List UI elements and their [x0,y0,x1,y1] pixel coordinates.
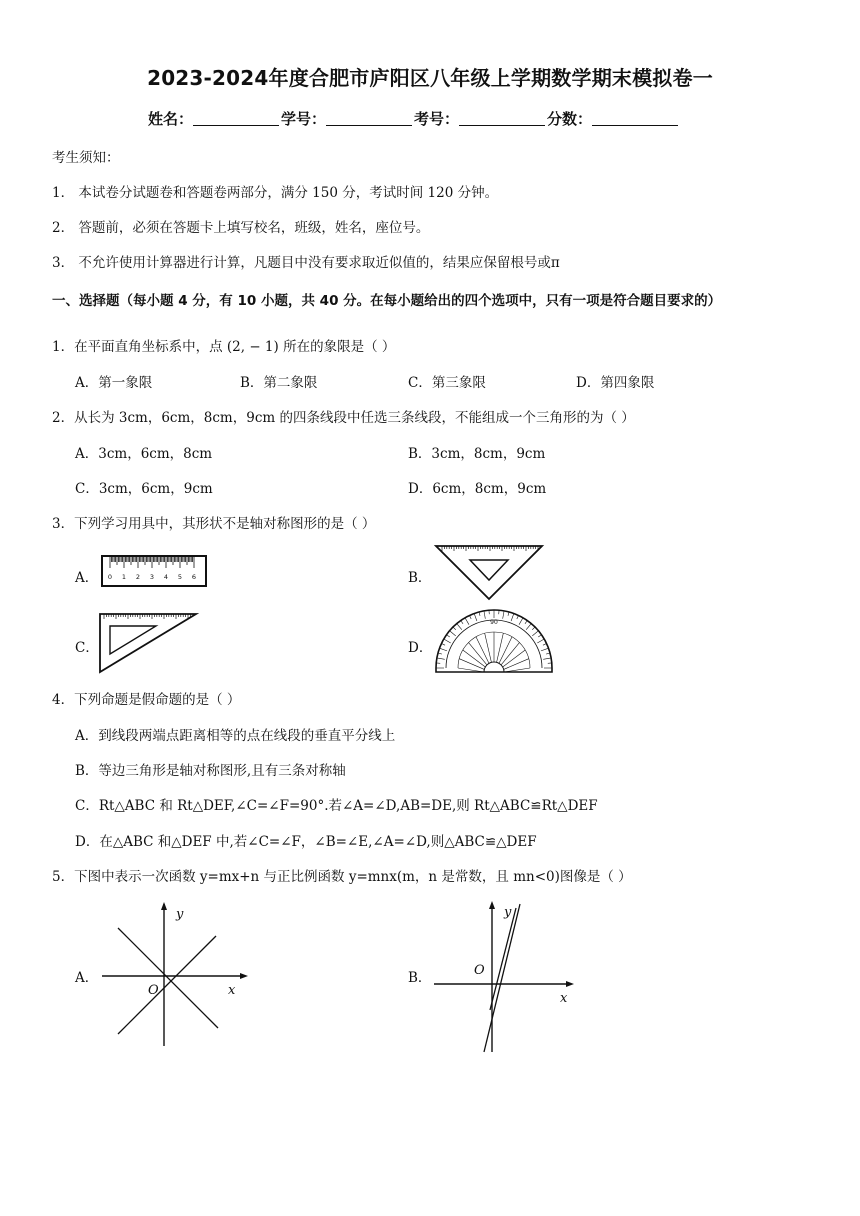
question-3-option-c: C． [75,640,99,656]
name-label: 姓名： [148,110,194,128]
y-axis-arrow-icon [161,902,167,910]
graph-b-figure [430,898,580,1056]
line-through-origin [490,908,516,1010]
ruler-tick-label: 4 [163,573,169,581]
score-label: 分数： [547,110,593,128]
notice-heading: 考生须知： [52,150,120,166]
exam-number-blank [459,111,545,126]
question-3-option-b: B． [408,570,432,586]
protractor-figure [434,608,554,676]
ruler-tick-label: 2 [135,573,141,581]
question-2-option-a: A．3cm，6cm，8cm [75,446,213,462]
question-1-option-a: A．第一象限 [75,375,153,391]
question-5-stem: 5．下图中表示一次函数 y=mx+n 与正比例函数 y=mnx(m，n 是常数，且 mn<0)图像是（ ） [52,869,632,885]
right-set-square-figure [98,612,200,676]
question-1-option-d: D．第四象限 [576,375,655,391]
x-axis-arrow-icon [240,973,248,979]
question-4-option-b: B．等边三角形是轴对称图形,且有三条对称轴 [75,763,346,779]
ruler-tick-label: 6 [191,573,197,581]
notice-rule: 3． 不允许使用计算器进行计算，凡题目中没有要求取近似值的，结果应保留根号或π [52,255,560,271]
y-axis-arrow-icon [489,901,495,909]
question-3-option-d: D． [408,640,433,656]
question-4-option-c: C．Rt△ABC 和 Rt△DEF,∠C=∠F=90°.若∠A=∠D,AB=DE,则 Rt△ABC≌Rt△DEF [75,798,598,814]
y-axis-label: y [176,907,184,922]
exam-number-label: 考号： [414,110,460,128]
section-heading: 一、选择题（每小题 4 分，有 10 小题，共 40 分。在每小题给出的四个选项中，只有一项是符合题目要求的） [52,293,722,309]
question-2-option-b: B．3cm，8cm，9cm [408,446,546,462]
question-5-option-a: A． [75,970,99,986]
page-title: 2023-2024年度合肥市庐阳区八年级上学期数学期末模拟卷一 [147,66,713,90]
question-2-stem: 2．从长为 3cm，6cm，8cm，9cm 的四条线段中任选三条线段，不能组成一个三角形的为（ ） [52,410,635,426]
question-3-option-a: A． [75,570,99,586]
line-steep [484,904,520,1052]
x-axis-arrow-icon [566,981,574,987]
ruler-tick-label: 0 [107,573,113,581]
x-axis-label: x [228,983,236,998]
student-info-row [148,108,680,129]
ruler-tick-label: 3 [149,573,155,581]
line-decreasing [118,928,218,1028]
ruler-tick-label: 5 [177,573,183,581]
origin-label: O [148,983,159,998]
line-increasing [118,936,216,1034]
x-axis-label: x [560,991,568,1006]
question-5-option-b: B． [408,970,432,986]
question-4-option-a: A．到线段两端点距离相等的点在线段的垂直平分线上 [75,728,396,744]
origin-label: O [474,963,485,978]
student-id-blank [326,111,412,126]
question-4-option-d: D．在△ABC 和△DEF 中,若∠C=∠F，∠B=∠E,∠A=∠D,则△ABC≌△DEF [75,834,537,850]
name-blank [193,111,279,126]
question-1-stem: 1．在平面直角坐标系中，点 (2, − 1) 所在的象限是（ ） [52,339,396,355]
isosceles-set-square-figure [434,542,546,602]
question-4-stem: 4．下列命题是假命题的是（ ） [52,692,241,708]
score-blank [592,111,678,126]
question-3-stem: 3．下列学习用具中，其形状不是轴对称图形的是（ ） [52,516,376,532]
ruler-figure [100,554,210,590]
ruler-tick-label: 1 [121,573,127,581]
y-axis-label: y [504,905,512,920]
protractor-mark: 90 [490,619,498,626]
question-2-option-c: C．3cm，6cm，9cm [75,481,213,497]
question-1-option-c: C．第三象限 [408,375,486,391]
notice-rule: 1． 本试卷分试题卷和答题卷两部分，满分 150 分，考试时间 120 分钟。 [52,185,499,201]
question-2-option-d: D．6cm，8cm，9cm [408,481,547,497]
student-id-label: 学号： [281,110,327,128]
question-1-option-b: B．第二象限 [240,375,318,391]
notice-rule: 2． 答题前，必须在答题卡上填写校名，班级，姓名，座位号。 [52,220,430,236]
graph-a-figure [100,900,250,1048]
